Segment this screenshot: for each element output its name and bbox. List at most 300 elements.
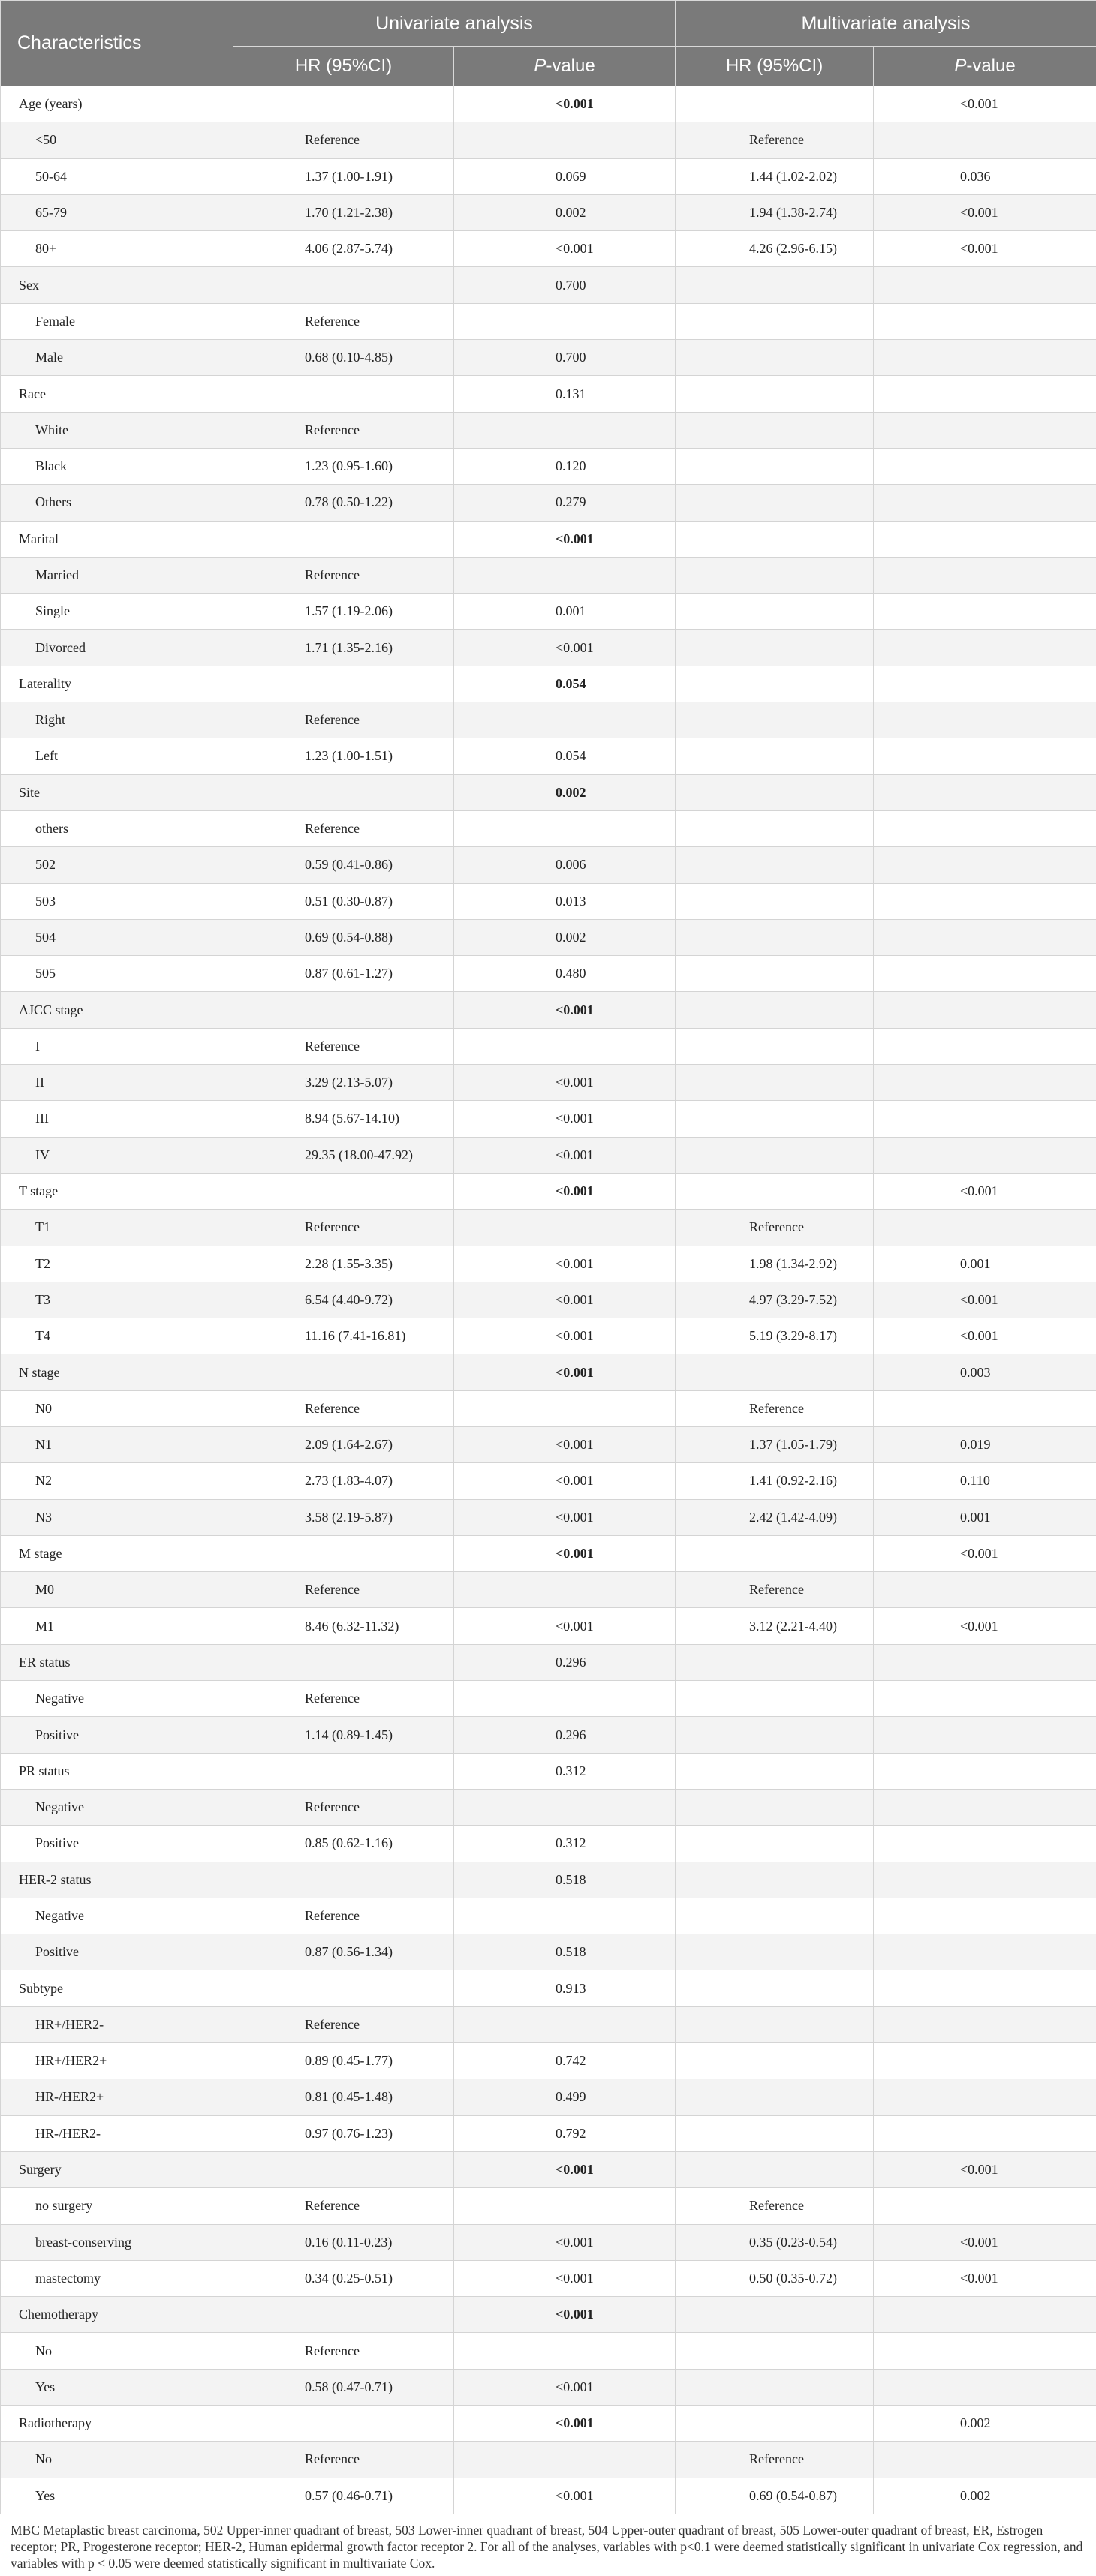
table-row [1, 666, 1096, 702]
univariate-pvalue-cell: <0.001 [454, 1318, 676, 1354]
multivariate-hr-cell [676, 1789, 874, 1825]
table-row [1, 122, 1096, 158]
row-label: AJCC stage [1, 992, 233, 1028]
row-label: 502 [1, 847, 233, 883]
multivariate-hr-cell [676, 521, 874, 557]
multivariate-pvalue-cell: 0.003 [874, 1354, 1096, 1390]
multivariate-pvalue-cell: <0.001 [874, 2260, 1096, 2296]
univariate-pvalue-cell: 0.312 [454, 1753, 676, 1789]
univariate-pvalue-cell: <0.001 [454, 1101, 676, 1137]
multivariate-hr-cell [676, 376, 874, 412]
table-row [1, 2442, 1096, 2478]
univariate-hr-cell: 0.87 (0.56-1.34) [233, 1934, 454, 1970]
table-row [1, 267, 1096, 303]
multivariate-hr-cell: Reference [676, 1390, 874, 1426]
multivariate-pvalue-cell [874, 702, 1096, 738]
row-label: White [1, 412, 233, 448]
univariate-pvalue-cell: <0.001 [454, 2224, 676, 2260]
multivariate-pvalue-cell [874, 557, 1096, 593]
row-label: No [1, 2333, 233, 2369]
table-row [1, 2333, 1096, 2369]
multivariate-pvalue-cell: 0.001 [874, 1499, 1096, 1535]
table-row [1, 1499, 1096, 1535]
multivariate-pvalue-cell: <0.001 [874, 2224, 1096, 2260]
multivariate-pvalue-cell [874, 448, 1096, 484]
multivariate-hr-cell [676, 1862, 874, 1898]
multivariate-hr-cell: Reference [676, 2188, 874, 2224]
row-label: Left [1, 738, 233, 774]
univariate-pvalue-cell: <0.001 [454, 2478, 676, 2514]
univariate-hr-cell: Reference [233, 2333, 454, 2369]
multivariate-hr-cell: 2.42 (1.42-4.09) [676, 1499, 874, 1535]
table-row [1, 1898, 1096, 1934]
multivariate-hr-cell [676, 1535, 874, 1571]
univariate-hr-cell: Reference [233, 2442, 454, 2478]
multivariate-pvalue-cell [874, 919, 1096, 955]
row-label: M1 [1, 1608, 233, 1644]
multivariate-pvalue-cell [874, 1028, 1096, 1064]
univariate-hr-cell: Reference [233, 1390, 454, 1426]
multivariate-pvalue-cell [874, 956, 1096, 992]
table-row [1, 557, 1096, 593]
multivariate-pvalue-cell [874, 1970, 1096, 2006]
multivariate-pvalue-cell [874, 122, 1096, 158]
univariate-pvalue-cell: 0.054 [454, 738, 676, 774]
table-row [1, 1137, 1096, 1173]
univariate-pvalue-cell: 0.013 [454, 883, 676, 919]
multivariate-pvalue-cell [874, 2369, 1096, 2405]
table-row [1, 1246, 1096, 1282]
row-label: Radiotherapy [1, 2406, 233, 2442]
univariate-hr-cell: 0.97 (0.76-1.23) [233, 2115, 454, 2151]
univariate-pvalue-cell: 0.499 [454, 2079, 676, 2115]
multivariate-hr-cell [676, 340, 874, 376]
univariate-hr-cell: Reference [233, 1028, 454, 1064]
table-row [1, 1717, 1096, 1753]
table-row [1, 1282, 1096, 1318]
univariate-pvalue-cell: 0.518 [454, 1862, 676, 1898]
multivariate-pvalue-cell [874, 1862, 1096, 1898]
row-label: 65-79 [1, 194, 233, 230]
univariate-hr-cell [233, 267, 454, 303]
univariate-hr-cell: Reference [233, 557, 454, 593]
univariate-pvalue-cell [454, 122, 676, 158]
univariate-hr-cell: 1.70 (1.21-2.38) [233, 194, 454, 230]
row-label: No [1, 2442, 233, 2478]
multivariate-pvalue-cell [874, 1753, 1096, 1789]
univariate-hr-cell [233, 376, 454, 412]
row-label: Marital [1, 521, 233, 557]
table-row [1, 594, 1096, 630]
univariate-hr-cell: 3.29 (2.13-5.07) [233, 1065, 454, 1101]
table-row [1, 1608, 1096, 1644]
univariate-hr-cell [233, 1970, 454, 2006]
multivariate-pvalue-cell [874, 1101, 1096, 1137]
table-row [1, 2478, 1096, 2514]
univariate-hr-cell [233, 1644, 454, 1680]
multivariate-hr-cell [676, 412, 874, 448]
row-label: HER-2 status [1, 1862, 233, 1898]
table-row [1, 1644, 1096, 1680]
univariate-pvalue-cell: 0.006 [454, 847, 676, 883]
table-row [1, 194, 1096, 230]
table-row [1, 2006, 1096, 2042]
row-label: ER status [1, 1644, 233, 1680]
multivariate-pvalue-cell [874, 2043, 1096, 2079]
univariate-pvalue-cell [454, 1390, 676, 1426]
multivariate-pvalue-cell [874, 1210, 1096, 1246]
table-row [1, 1065, 1096, 1101]
table-row [1, 738, 1096, 774]
table-row [1, 1318, 1096, 1354]
univariate-pvalue-cell: 0.001 [454, 594, 676, 630]
multivariate-pvalue-cell: <0.001 [874, 86, 1096, 122]
row-label: 80+ [1, 231, 233, 267]
multivariate-pvalue-cell: 0.001 [874, 1246, 1096, 1282]
univariate-pvalue-cell: <0.001 [454, 2151, 676, 2187]
row-label: Negative [1, 1789, 233, 1825]
row-label: T3 [1, 1282, 233, 1318]
table-row [1, 1390, 1096, 1426]
row-label: mastectomy [1, 2260, 233, 2296]
univariate-hr-cell: 1.23 (1.00-1.51) [233, 738, 454, 774]
multivariate-pvalue-cell [874, 810, 1096, 846]
univariate-pvalue-cell: <0.001 [454, 1499, 676, 1535]
multivariate-hr-cell [676, 1898, 874, 1934]
univariate-hr-cell: 0.87 (0.61-1.27) [233, 956, 454, 992]
table-row [1, 1753, 1096, 1789]
univariate-hr-cell: 0.59 (0.41-0.86) [233, 847, 454, 883]
univariate-pvalue-cell: <0.001 [454, 1065, 676, 1101]
table-row [1, 376, 1096, 412]
univariate-hr-cell: 3.58 (2.19-5.87) [233, 1499, 454, 1535]
univariate-hr-cell: Reference [233, 1572, 454, 1608]
row-label: Positive [1, 1934, 233, 1970]
multivariate-hr-cell: Reference [676, 1210, 874, 1246]
univariate-hr-cell: 0.16 (0.11-0.23) [233, 2224, 454, 2260]
univariate-pvalue-cell [454, 557, 676, 593]
table-row [1, 883, 1096, 919]
row-label: II [1, 1065, 233, 1101]
univariate-pvalue-cell: 0.742 [454, 2043, 676, 2079]
table-row [1, 340, 1096, 376]
row-label: Sex [1, 267, 233, 303]
univariate-hr-cell [233, 2297, 454, 2333]
multivariate-hr-cell [676, 86, 874, 122]
row-label: T1 [1, 1210, 233, 1246]
univariate-hr-cell [233, 1354, 454, 1390]
multivariate-pvalue-cell [874, 2115, 1096, 2151]
multivariate-pvalue-cell [874, 1065, 1096, 1101]
multivariate-pvalue-cell [874, 485, 1096, 521]
table-row [1, 448, 1096, 484]
row-label: others [1, 810, 233, 846]
univariate-pvalue-cell: <0.001 [454, 2406, 676, 2442]
univariate-hr-cell: 8.46 (6.32-11.32) [233, 1608, 454, 1644]
row-label: <50 [1, 122, 233, 158]
univariate-pvalue-cell: 0.312 [454, 1826, 676, 1862]
univariate-pvalue-cell: <0.001 [454, 1535, 676, 1571]
row-label: IV [1, 1137, 233, 1173]
multivariate-pvalue-cell: 0.002 [874, 2478, 1096, 2514]
row-label: N2 [1, 1463, 233, 1499]
multivariate-pvalue-cell [874, 594, 1096, 630]
multivariate-hr-cell [676, 666, 874, 702]
multivariate-pvalue-cell [874, 267, 1096, 303]
multivariate-pvalue-cell: 0.002 [874, 2406, 1096, 2442]
table-row [1, 1572, 1096, 1608]
table-row [1, 2260, 1096, 2296]
multivariate-pvalue-cell [874, 340, 1096, 376]
univariate-pvalue-cell: <0.001 [454, 2369, 676, 2405]
row-label: Subtype [1, 1970, 233, 2006]
table-row [1, 2406, 1096, 2442]
table-row [1, 1210, 1096, 1246]
multivariate-pvalue-cell: <0.001 [874, 2151, 1096, 2187]
multivariate-pvalue-cell [874, 1644, 1096, 1680]
univariate-pvalue-cell: <0.001 [454, 1246, 676, 1282]
multivariate-hr-cell [676, 448, 874, 484]
table-row [1, 1789, 1096, 1825]
univariate-pvalue-cell: <0.001 [454, 1137, 676, 1173]
univariate-pvalue-cell [454, 1898, 676, 1934]
multivariate-hr-cell [676, 2369, 874, 2405]
univariate-hr-cell [233, 1173, 454, 1209]
multivariate-pvalue-cell [874, 2079, 1096, 2115]
row-label: HR+/HER2- [1, 2006, 233, 2042]
row-label: Female [1, 303, 233, 339]
table-row [1, 1970, 1096, 2006]
row-label: PR status [1, 1753, 233, 1789]
table-row [1, 774, 1096, 810]
univariate-pvalue-cell: 0.913 [454, 1970, 676, 2006]
table-row [1, 2224, 1096, 2260]
multivariate-pvalue-cell [874, 303, 1096, 339]
row-label: M0 [1, 1572, 233, 1608]
multivariate-pvalue-cell [874, 1137, 1096, 1173]
multivariate-hr-cell [676, 1753, 874, 1789]
row-label: Surgery [1, 2151, 233, 2187]
multivariate-hr-cell [676, 557, 874, 593]
multivariate-hr-cell [676, 2115, 874, 2151]
table-row [1, 1463, 1096, 1499]
univariate-hr-cell: 0.51 (0.30-0.87) [233, 883, 454, 919]
multivariate-hr-cell [676, 267, 874, 303]
row-label: T2 [1, 1246, 233, 1282]
multivariate-pvalue-cell [874, 1572, 1096, 1608]
univariate-hr-cell: Reference [233, 810, 454, 846]
multivariate-hr-cell [676, 1101, 874, 1137]
univariate-hr-cell [233, 774, 454, 810]
row-label: Positive [1, 1717, 233, 1753]
multivariate-pvalue-cell [874, 630, 1096, 666]
row-label: Chemotherapy [1, 2297, 233, 2333]
multivariate-pvalue-cell: <0.001 [874, 231, 1096, 267]
row-label: Married [1, 557, 233, 593]
univariate-pvalue-header: P-value [454, 47, 676, 86]
univariate-pvalue-cell [454, 1572, 676, 1608]
table-row [1, 1173, 1096, 1209]
univariate-pvalue-cell: <0.001 [454, 992, 676, 1028]
table-row [1, 412, 1096, 448]
row-label: no surgery [1, 2188, 233, 2224]
row-label: Negative [1, 1681, 233, 1717]
table-row [1, 1862, 1096, 1898]
univariate-pvalue-cell: 0.131 [454, 376, 676, 412]
univariate-pvalue-cell: <0.001 [454, 1282, 676, 1318]
multivariate-hr-cell [676, 2333, 874, 2369]
univariate-pvalue-cell: 0.002 [454, 919, 676, 955]
multivariate-hr-cell [676, 774, 874, 810]
row-label: Positive [1, 1826, 233, 1862]
univariate-hr-header: HR (95%CI) [233, 47, 454, 86]
univariate-pvalue-cell [454, 1789, 676, 1825]
univariate-pvalue-cell: <0.001 [454, 1173, 676, 1209]
multivariate-hr-cell [676, 992, 874, 1028]
table-row [1, 847, 1096, 883]
univariate-pvalue-cell: <0.001 [454, 1354, 676, 1390]
table-row [1, 2115, 1096, 2151]
multivariate-pvalue-cell [874, 1934, 1096, 1970]
univariate-hr-cell: 11.16 (7.41-16.81) [233, 1318, 454, 1354]
table-row [1, 810, 1096, 846]
multivariate-pvalue-cell [874, 992, 1096, 1028]
row-label: N3 [1, 1499, 233, 1535]
univariate-pvalue-cell: 0.069 [454, 158, 676, 194]
table-row [1, 86, 1096, 122]
univariate-hr-cell: Reference [233, 1681, 454, 1717]
row-label: Divorced [1, 630, 233, 666]
multivariate-pvalue-cell: <0.001 [874, 1173, 1096, 1209]
univariate-hr-cell: Reference [233, 1210, 454, 1246]
univariate-hr-cell: Reference [233, 702, 454, 738]
row-label: I [1, 1028, 233, 1064]
row-label: III [1, 1101, 233, 1137]
univariate-hr-cell: 0.89 (0.45-1.77) [233, 2043, 454, 2079]
multivariate-pvalue-cell [874, 1681, 1096, 1717]
univariate-hr-cell [233, 1535, 454, 1571]
multivariate-pvalue-cell [874, 2188, 1096, 2224]
multivariate-hr-cell [676, 2006, 874, 2042]
univariate-pvalue-cell [454, 702, 676, 738]
univariate-hr-cell: 2.73 (1.83-4.07) [233, 1463, 454, 1499]
multivariate-hr-cell [676, 702, 874, 738]
multivariate-hr-cell [676, 1681, 874, 1717]
multivariate-hr-cell [676, 956, 874, 992]
multivariate-header: Multivariate analysis [676, 1, 1096, 47]
univariate-hr-cell: 1.57 (1.19-2.06) [233, 594, 454, 630]
multivariate-hr-cell [676, 303, 874, 339]
multivariate-hr-cell: 1.94 (1.38-2.74) [676, 194, 874, 230]
multivariate-hr-cell: 1.41 (0.92-2.16) [676, 1463, 874, 1499]
multivariate-pvalue-cell [874, 376, 1096, 412]
row-label: Others [1, 485, 233, 521]
univariate-pvalue-cell: <0.001 [454, 630, 676, 666]
univariate-pvalue-cell [454, 2188, 676, 2224]
univariate-pvalue-cell [454, 2442, 676, 2478]
table-row [1, 1028, 1096, 1064]
multivariate-hr-cell: 5.19 (3.29-8.17) [676, 1318, 874, 1354]
univariate-pvalue-cell: <0.001 [454, 1463, 676, 1499]
table-row [1, 1681, 1096, 1717]
univariate-pvalue-cell: 0.700 [454, 267, 676, 303]
univariate-pvalue-cell: <0.001 [454, 86, 676, 122]
multivariate-hr-cell [676, 485, 874, 521]
table-row [1, 1934, 1096, 1970]
univariate-pvalue-cell: 0.120 [454, 448, 676, 484]
univariate-hr-cell: 4.06 (2.87-5.74) [233, 231, 454, 267]
table-row [1, 2188, 1096, 2224]
multivariate-pvalue-cell [874, 412, 1096, 448]
multivariate-pvalue-cell [874, 1826, 1096, 1862]
multivariate-pvalue-cell [874, 2333, 1096, 2369]
multivariate-hr-cell: 1.37 (1.05-1.79) [676, 1426, 874, 1462]
multivariate-pvalue-cell: <0.001 [874, 1318, 1096, 1354]
multivariate-hr-header: HR (95%CI) [676, 47, 874, 86]
table-row [1, 231, 1096, 267]
univariate-hr-cell: 2.28 (1.55-3.35) [233, 1246, 454, 1282]
row-label: breast-conserving [1, 2224, 233, 2260]
univariate-header: Univariate analysis [233, 1, 676, 47]
univariate-hr-cell: 1.37 (1.00-1.91) [233, 158, 454, 194]
table-row [1, 1354, 1096, 1390]
univariate-hr-cell: 0.81 (0.45-1.48) [233, 2079, 454, 2115]
univariate-pvalue-cell: 0.054 [454, 666, 676, 702]
multivariate-hr-cell: 1.44 (1.02-2.02) [676, 158, 874, 194]
row-label: HR-/HER2+ [1, 2079, 233, 2115]
row-label: Age (years) [1, 86, 233, 122]
table-row [1, 1101, 1096, 1137]
multivariate-pvalue-cell [874, 2297, 1096, 2333]
multivariate-pvalue-cell [874, 1390, 1096, 1426]
univariate-hr-cell [233, 1753, 454, 1789]
multivariate-pvalue-cell [874, 666, 1096, 702]
multivariate-hr-cell [676, 1934, 874, 1970]
row-label: N1 [1, 1426, 233, 1462]
univariate-hr-cell: 0.58 (0.47-0.71) [233, 2369, 454, 2405]
multivariate-hr-cell [676, 919, 874, 955]
multivariate-hr-cell: 3.12 (2.21-4.40) [676, 1608, 874, 1644]
table-row [1, 992, 1096, 1028]
multivariate-pvalue-cell: 0.019 [874, 1426, 1096, 1462]
univariate-pvalue-cell: <0.001 [454, 2297, 676, 2333]
table-body [1, 86, 1096, 2514]
multivariate-hr-cell [676, 883, 874, 919]
row-label: 504 [1, 919, 233, 955]
multivariate-hr-cell [676, 1173, 874, 1209]
multivariate-pvalue-cell [874, 774, 1096, 810]
table-row [1, 2151, 1096, 2187]
multivariate-hr-cell [676, 1644, 874, 1680]
row-label: M stage [1, 1535, 233, 1571]
multivariate-pvalue-cell [874, 1717, 1096, 1753]
univariate-hr-cell [233, 521, 454, 557]
univariate-pvalue-cell: <0.001 [454, 521, 676, 557]
univariate-hr-cell: 0.68 (0.10-4.85) [233, 340, 454, 376]
table-row [1, 1826, 1096, 1862]
multivariate-pvalue-cell: <0.001 [874, 1282, 1096, 1318]
row-label: T4 [1, 1318, 233, 1354]
multivariate-hr-cell [676, 1354, 874, 1390]
table-row [1, 2369, 1096, 2405]
row-label: Right [1, 702, 233, 738]
multivariate-hr-cell: 4.97 (3.29-7.52) [676, 1282, 874, 1318]
multivariate-hr-cell: 0.69 (0.54-0.87) [676, 2478, 874, 2514]
univariate-hr-cell [233, 1862, 454, 1898]
row-label: 50-64 [1, 158, 233, 194]
row-label: Yes [1, 2478, 233, 2514]
univariate-hr-cell: Reference [233, 122, 454, 158]
